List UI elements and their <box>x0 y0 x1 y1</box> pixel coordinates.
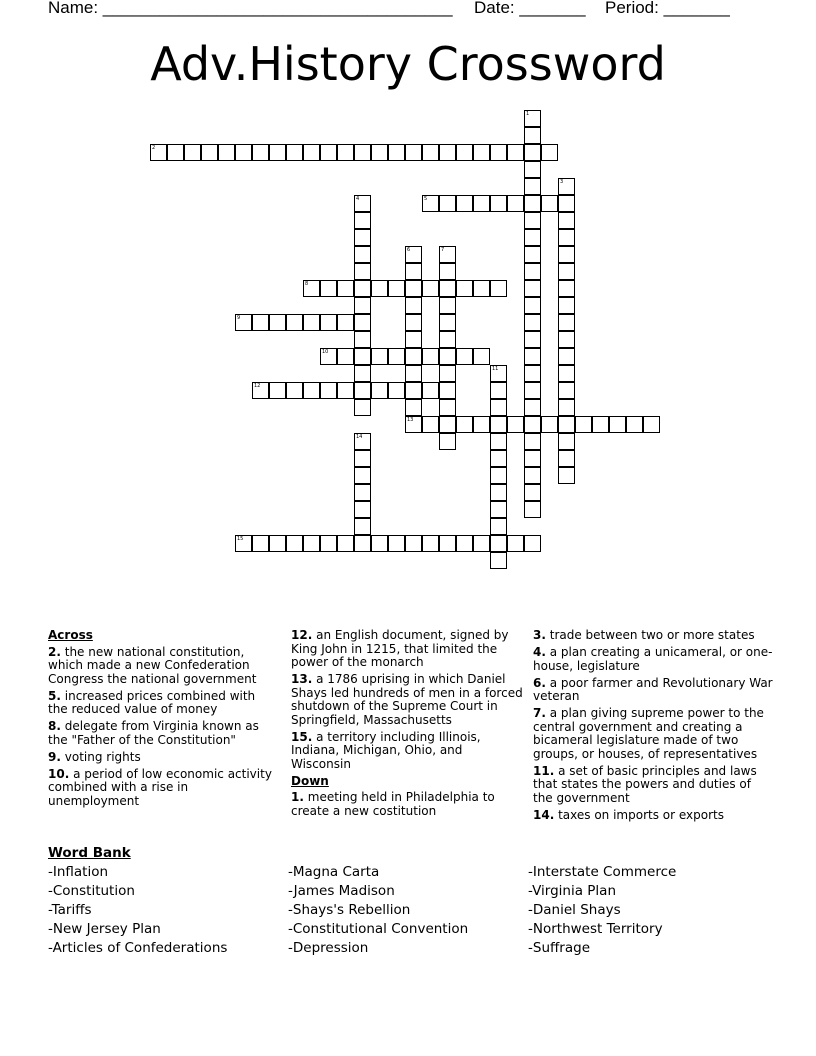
grid-cell[interactable] <box>184 144 201 161</box>
clue-number: 1 <box>526 111 530 117</box>
grid-cell[interactable] <box>490 535 507 552</box>
word-bank-item: -New Jersey Plan <box>48 921 161 937</box>
clue-down-14: 14. taxes on imports or exports <box>533 807 724 822</box>
grid-cell[interactable] <box>439 144 456 161</box>
grid-cell[interactable] <box>507 535 524 552</box>
grid-cell[interactable] <box>320 314 337 331</box>
grid-cell[interactable] <box>405 348 422 365</box>
grid-cell[interactable] <box>524 229 541 246</box>
grid-cell[interactable] <box>252 144 269 161</box>
clue-column-1 <box>48 629 276 812</box>
grid-cell[interactable] <box>439 399 456 416</box>
grid-cell[interactable] <box>354 263 371 280</box>
grid-cell[interactable] <box>371 280 388 297</box>
grid-cell[interactable] <box>456 416 473 433</box>
grid-cell[interactable] <box>422 280 439 297</box>
grid-cell[interactable] <box>218 144 235 161</box>
grid-cell[interactable] <box>507 144 524 161</box>
grid-cell[interactable] <box>490 195 507 212</box>
grid-cell[interactable] <box>439 433 456 450</box>
grid-cell[interactable] <box>524 399 541 416</box>
grid-cell[interactable] <box>337 535 354 552</box>
grid-cell[interactable] <box>422 144 439 161</box>
grid-cell[interactable] <box>456 195 473 212</box>
grid-cell[interactable] <box>286 535 303 552</box>
grid-cell[interactable] <box>490 467 507 484</box>
grid-cell[interactable] <box>558 297 575 314</box>
grid-cell[interactable] <box>558 263 575 280</box>
grid-cell[interactable] <box>405 144 422 161</box>
grid-cell[interactable] <box>507 195 524 212</box>
grid-cell[interactable] <box>320 535 337 552</box>
clue-number: 7 <box>441 247 445 253</box>
grid-cell[interactable] <box>235 144 252 161</box>
grid-cell[interactable] <box>354 314 371 331</box>
grid-cell[interactable] <box>524 433 541 450</box>
grid-cell[interactable] <box>524 450 541 467</box>
name-field-label: Name: _____________________________________ <box>48 0 453 17</box>
grid-cell[interactable] <box>439 297 456 314</box>
clue-number: 3 <box>560 179 564 185</box>
grid-cell[interactable] <box>524 212 541 229</box>
clue-number: 5 <box>424 196 428 202</box>
grid-cell[interactable] <box>558 399 575 416</box>
clue-number: 2 <box>152 145 156 151</box>
grid-cell[interactable] <box>269 382 286 399</box>
grid-cell[interactable] <box>354 280 371 297</box>
grid-cell[interactable] <box>405 535 422 552</box>
grid-cell[interactable] <box>558 331 575 348</box>
word-bank-item: -Northwest Territory <box>528 921 663 937</box>
grid-cell[interactable] <box>354 399 371 416</box>
grid-cell[interactable] <box>473 195 490 212</box>
grid-cell[interactable] <box>388 348 405 365</box>
grid-cell[interactable] <box>524 467 541 484</box>
grid-cell[interactable] <box>252 535 269 552</box>
clue-number: 14 <box>356 434 363 440</box>
across-heading: Across <box>48 628 93 642</box>
grid-cell[interactable] <box>524 297 541 314</box>
clue-number: 8 <box>305 281 309 287</box>
clue-down-7: 7. a plan giving supreme power to the central government and creating a bicameral legislature made of two groups, or houses, of representatives <box>533 706 764 761</box>
grid-cell[interactable] <box>354 535 371 552</box>
grid-cell[interactable] <box>490 501 507 518</box>
grid-cell[interactable] <box>337 144 354 161</box>
grid-cell[interactable] <box>524 484 541 501</box>
word-bank-column-1 <box>48 863 227 958</box>
grid-cell[interactable] <box>524 416 541 433</box>
grid-cell[interactable] <box>473 348 490 365</box>
grid-cell[interactable] <box>490 484 507 501</box>
grid-cell[interactable] <box>558 246 575 263</box>
clue-across-2: 2. the new national constitution, which made a new Confederation Congress the national government <box>48 644 257 686</box>
grid-cell[interactable] <box>558 416 575 433</box>
clue-number: 11 <box>492 366 499 372</box>
grid-cell[interactable] <box>337 348 354 365</box>
down-heading: Down <box>291 773 329 788</box>
grid-cell[interactable] <box>337 382 354 399</box>
clue-across-13: 13. a 1786 uprising in which Daniel Shays led hundreds of men in a forced shutdown of the Supreme Court in Springfield, Massachusetts <box>291 672 523 727</box>
grid-cell[interactable] <box>490 433 507 450</box>
grid-cell[interactable] <box>303 535 320 552</box>
grid-cell[interactable] <box>439 331 456 348</box>
grid-cell[interactable] <box>490 518 507 535</box>
grid-cell[interactable] <box>490 450 507 467</box>
grid-cell[interactable] <box>439 382 456 399</box>
grid-cell[interactable] <box>269 314 286 331</box>
grid-cell[interactable] <box>354 144 371 161</box>
grid-cell[interactable] <box>354 246 371 263</box>
grid-cell[interactable] <box>575 416 592 433</box>
grid-cell[interactable] <box>524 280 541 297</box>
grid-cell[interactable] <box>303 314 320 331</box>
grid-cell[interactable] <box>439 280 456 297</box>
word-bank-item: -Daniel Shays <box>528 902 621 918</box>
grid-cell[interactable] <box>269 535 286 552</box>
word-bank-item: -Constitution <box>48 883 135 899</box>
clue-column-2 <box>291 629 525 822</box>
grid-cell[interactable] <box>439 263 456 280</box>
grid-cell[interactable] <box>524 535 541 552</box>
clue-across-8: 8. delegate from Virginia known as the "Father of the Constitution" <box>48 719 259 747</box>
grid-cell[interactable] <box>303 382 320 399</box>
clue-across-10: 10. a period of low economic activity combined with a rise in unemployment <box>48 766 272 808</box>
grid-cell[interactable] <box>354 450 371 467</box>
grid-cell[interactable] <box>473 535 490 552</box>
grid-cell[interactable] <box>558 212 575 229</box>
grid-cell[interactable] <box>558 365 575 382</box>
grid-cell[interactable] <box>558 467 575 484</box>
grid-cell[interactable] <box>490 280 507 297</box>
clue-down-4: 4. a plan creating a unicameral, or one-house, legislature <box>533 645 773 673</box>
word-bank-item: -James Madison <box>288 883 395 899</box>
grid-cell[interactable] <box>286 314 303 331</box>
word-bank-column-3 <box>528 863 676 958</box>
grid-cell[interactable] <box>422 535 439 552</box>
grid-cell[interactable] <box>473 144 490 161</box>
grid-cell[interactable] <box>524 195 541 212</box>
grid-cell[interactable] <box>422 382 439 399</box>
grid-cell[interactable] <box>473 280 490 297</box>
grid-cell[interactable] <box>405 399 422 416</box>
grid-cell[interactable] <box>405 297 422 314</box>
grid-cell[interactable] <box>490 552 507 569</box>
grid-cell[interactable] <box>626 416 643 433</box>
grid-cell[interactable] <box>337 314 354 331</box>
grid-cell[interactable] <box>337 280 354 297</box>
word-bank-item: -Depression <box>288 940 369 956</box>
grid-cell[interactable] <box>422 416 439 433</box>
grid-cell[interactable] <box>405 263 422 280</box>
grid-cell[interactable] <box>252 314 269 331</box>
word-bank-item: -Articles of Confederations <box>48 940 228 956</box>
clue-number: 12 <box>254 383 261 389</box>
grid-cell[interactable] <box>524 144 541 161</box>
word-bank-title: Word Bank <box>48 845 131 861</box>
grid-cell[interactable] <box>320 382 337 399</box>
word-bank-item: -Tariffs <box>48 902 92 918</box>
grid-cell[interactable] <box>354 212 371 229</box>
grid-cell[interactable] <box>524 365 541 382</box>
grid-cell[interactable] <box>609 416 626 433</box>
grid-cell[interactable] <box>490 416 507 433</box>
grid-cell[interactable] <box>354 484 371 501</box>
grid-cell[interactable] <box>490 382 507 399</box>
grid-cell[interactable] <box>524 127 541 144</box>
word-bank-item: -Suffrage <box>528 940 590 956</box>
clue-across-12: 12. an English document, signed by King John in 1215, that limited the power of the monarch <box>291 628 509 669</box>
grid-cell[interactable] <box>286 144 303 161</box>
word-bank-column-2 <box>288 863 468 958</box>
grid-cell[interactable] <box>201 144 218 161</box>
word-bank-item: -Interstate Commerce <box>528 864 677 880</box>
grid-cell[interactable] <box>524 501 541 518</box>
grid-cell[interactable] <box>490 144 507 161</box>
clue-across-9: 9. voting rights <box>48 749 141 764</box>
grid-cell[interactable] <box>439 348 456 365</box>
grid-cell[interactable] <box>354 382 371 399</box>
grid-cell[interactable] <box>524 263 541 280</box>
grid-cell[interactable] <box>558 195 575 212</box>
grid-cell[interactable] <box>371 535 388 552</box>
word-bank-item: -Shays's Rebellion <box>288 902 411 918</box>
grid-cell[interactable] <box>541 416 558 433</box>
grid-cell[interactable] <box>473 416 490 433</box>
grid-cell[interactable] <box>524 161 541 178</box>
clue-number: 13 <box>407 417 414 423</box>
word-bank-item: -Virginia Plan <box>528 883 616 899</box>
clue-down-1: 1. meeting held in Philadelphia to create a new costitution <box>291 790 495 818</box>
clue-number: 4 <box>356 196 360 202</box>
grid-cell[interactable] <box>303 144 320 161</box>
grid-cell[interactable] <box>388 535 405 552</box>
grid-cell[interactable] <box>558 450 575 467</box>
clue-down-11: 11. a set of basic principles and laws that states the powers and duties of the government <box>533 763 757 805</box>
grid-cell[interactable] <box>354 518 371 535</box>
grid-cell[interactable] <box>405 314 422 331</box>
grid-cell[interactable] <box>405 382 422 399</box>
grid-cell[interactable] <box>354 297 371 314</box>
grid-cell[interactable] <box>371 144 388 161</box>
grid-cell[interactable] <box>439 365 456 382</box>
grid-cell[interactable] <box>167 144 184 161</box>
grid-cell[interactable] <box>524 178 541 195</box>
grid-cell[interactable] <box>643 416 660 433</box>
grid-cell[interactable] <box>524 382 541 399</box>
clue-number: 6 <box>407 247 411 253</box>
grid-cell[interactable] <box>558 229 575 246</box>
clue-number: 9 <box>237 315 241 321</box>
grid-cell[interactable] <box>354 229 371 246</box>
grid-cell[interactable] <box>269 144 286 161</box>
grid-cell[interactable] <box>507 416 524 433</box>
grid-cell[interactable] <box>558 433 575 450</box>
grid-cell[interactable] <box>558 382 575 399</box>
grid-cell[interactable] <box>439 416 456 433</box>
word-bank-item: -Constitutional Convention <box>288 921 469 937</box>
grid-cell[interactable] <box>558 280 575 297</box>
grid-cell[interactable] <box>558 348 575 365</box>
grid-cell[interactable] <box>524 246 541 263</box>
grid-cell[interactable] <box>524 314 541 331</box>
grid-cell[interactable] <box>541 144 558 161</box>
grid-cell[interactable] <box>354 331 371 348</box>
grid-cell[interactable] <box>405 331 422 348</box>
period-field-label: Period: _______ <box>605 0 730 17</box>
word-bank-item: -Magna Carta <box>288 864 380 880</box>
clue-down-3: 3. trade between two or more states <box>533 628 755 642</box>
grid-cell[interactable] <box>422 348 439 365</box>
grid-cell[interactable] <box>439 314 456 331</box>
grid-cell[interactable] <box>371 382 388 399</box>
grid-cell[interactable] <box>456 348 473 365</box>
grid-cell[interactable] <box>456 280 473 297</box>
clue-column-3 <box>533 629 773 826</box>
page-title: Adv.History Crossword <box>150 37 666 91</box>
clue-across-15: 15. a territory including Illinois, Indiana, Michigan, Ohio, and Wisconsin <box>291 729 481 771</box>
grid-cell[interactable] <box>371 348 388 365</box>
grid-cell[interactable] <box>354 365 371 382</box>
grid-cell[interactable] <box>354 501 371 518</box>
grid-cell[interactable] <box>490 399 507 416</box>
grid-cell[interactable] <box>456 144 473 161</box>
grid-cell[interactable] <box>405 365 422 382</box>
grid-cell[interactable] <box>320 280 337 297</box>
grid-cell[interactable] <box>456 535 473 552</box>
grid-cell[interactable] <box>558 314 575 331</box>
grid-cell[interactable] <box>388 144 405 161</box>
grid-cell[interactable] <box>524 348 541 365</box>
grid-cell[interactable] <box>439 195 456 212</box>
grid-cell[interactable] <box>524 331 541 348</box>
grid-cell[interactable] <box>388 382 405 399</box>
grid-cell[interactable] <box>439 535 456 552</box>
grid-cell[interactable] <box>388 280 405 297</box>
grid-cell[interactable] <box>286 382 303 399</box>
grid-cell[interactable] <box>541 195 558 212</box>
grid-cell[interactable] <box>320 144 337 161</box>
clue-number: 15 <box>237 536 244 542</box>
clue-down-6: 6. a poor farmer and Revolutionary War veteran <box>533 675 773 703</box>
grid-cell[interactable] <box>405 280 422 297</box>
grid-cell[interactable] <box>354 467 371 484</box>
date-field-label: Date: _______ <box>474 0 586 17</box>
clue-number: 10 <box>322 349 329 355</box>
grid-cell[interactable] <box>354 348 371 365</box>
grid-cell[interactable] <box>592 416 609 433</box>
word-bank-item: -Inflation <box>48 864 109 880</box>
clue-across-5: 5. increased prices combined with the reduced value of money <box>48 688 256 716</box>
